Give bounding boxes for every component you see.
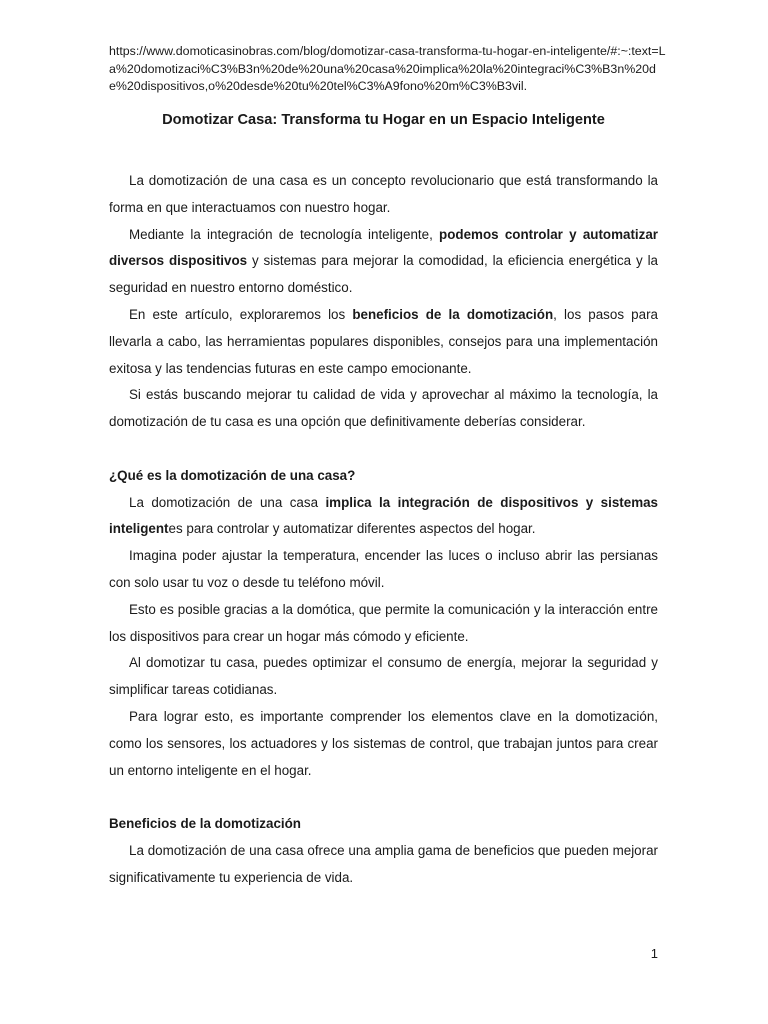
document-title: Domotizar Casa: Transforma tu Hogar en un Espacio Inteligente	[162, 112, 605, 128]
document-body	[109, 168, 658, 892]
intro-paragraph-3	[109, 302, 658, 382]
text-run: Mediante la integración de tecnología inteligente,	[129, 226, 440, 242]
text-run: es para controlar y automatizar diferentes aspectos del hogar.	[168, 521, 536, 537]
bold-text-run: implica la integración de dispositivos y sistemas inteligent	[109, 494, 659, 537]
section1-paragraph-1	[109, 490, 658, 544]
section-heading-what-is: ¿Qué es la domotización de una casa?	[109, 467, 356, 483]
section1-paragraph-3: Esto es posible gracias a la domótica, que permite la comunicación y la interacción entre los dispositivos para crear un hogar más cómodo y eficiente.	[109, 601, 658, 644]
text-run: En este artículo, exploraremos los	[129, 306, 353, 322]
section-heading-benefits: Beneficios de la domotización	[109, 816, 301, 832]
intro-paragraph-1: La domotización de una casa es un concepto revolucionario que está transformando la forma en que interactuamos con nuestro hogar.	[109, 173, 658, 215]
section1-paragraph-2: Imagina poder ajustar la temperatura, encender las luces o incluso abrir las persianas con solo usar tu voz o desde tu teléfono móvil.	[109, 548, 658, 590]
text-run: La domotización de una casa	[129, 494, 326, 510]
bold-text-run: podemos controlar y automatizar diversos dispositivos	[109, 226, 658, 269]
spacer	[109, 784, 658, 811]
section1-paragraph-4: Al domotizar tu casa, puedes optimizar el consumo de energía, mejorar la seguridad y simplificar tareas cotidianas.	[109, 655, 658, 698]
section1-paragraph-5: Para lograr esto, es importante comprender los elementos clave en la domotización, como los sensores, los actuadores y los sistemas de control, que trabajan juntos para crear un entorno inteligente en el hogar.	[109, 708, 658, 778]
text-run: , los pasos para llevarla a cabo, las herramientas populares disponibles, consejos para una implementación exitosa y las tendencias futuras en este campo emocionante.	[109, 306, 658, 376]
section2-paragraph-1: La domotización de una casa ofrece una amplia gama de beneficios que pueden mejorar significativamente tu experiencia de vida.	[109, 842, 658, 885]
page-number: 1	[650, 946, 658, 961]
intro-paragraph-4: Si estás buscando mejorar tu calidad de vida y aprovechar al máximo la tecnología, la domotización de tu casa es una opción que definitivamente deberías considerar.	[109, 387, 658, 430]
bold-text-run: beneficios de la domotización	[352, 306, 554, 322]
spacer	[109, 436, 658, 463]
text-run: y sistemas para mejorar la comodidad, la eficiencia energética y la seguridad en nuestro entorno doméstico.	[109, 253, 658, 296]
source-url: https://www.domoticasinobras.com/blog/domotizar-casa-transforma-tu-hogar-en-inteligente/#:~:text=La%20domotizaci%C3%B3n%20de%20una%20casa%20implica%20la%20integraci%C3%B3n%20de%20dispositivos,o%20desde%20tu%20tel%C3%A9fono%20m%C3%B3vil.	[109, 44, 666, 93]
intro-paragraph-2	[109, 222, 658, 302]
